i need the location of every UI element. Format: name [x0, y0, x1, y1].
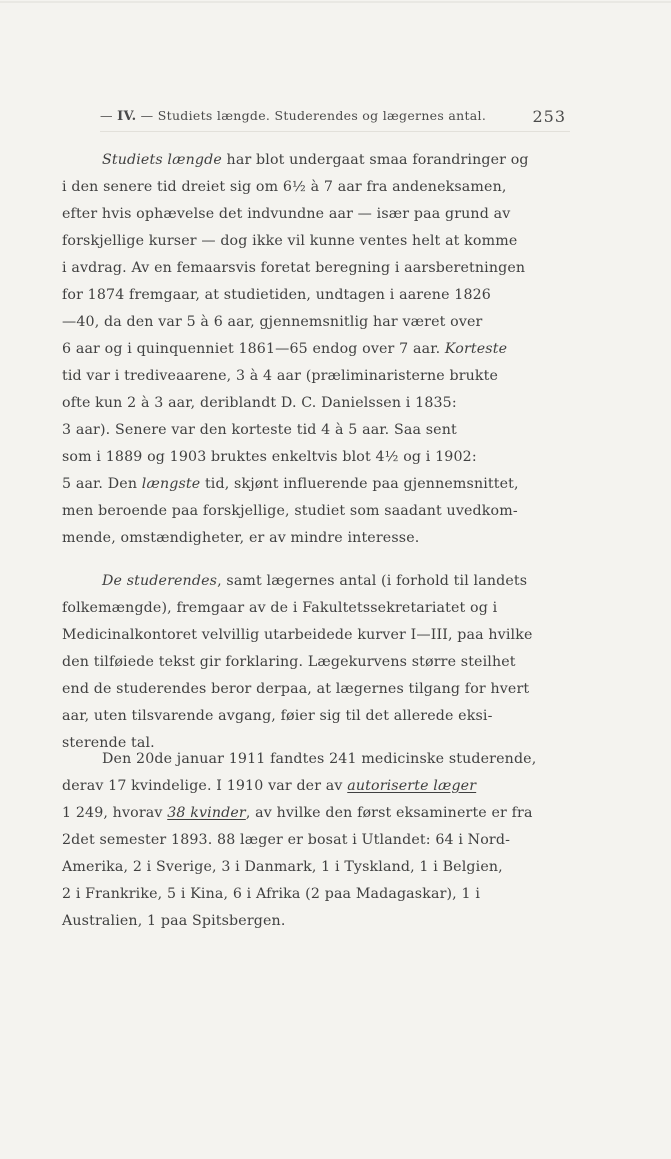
text-line: mende, omstændigheter, er av mindre interesse. [62, 530, 420, 546]
text-line: —40, da den var 5 à 6 aar, gjennemsnitlig har været over [62, 314, 483, 330]
text-line: forskjellige kurser — dog ikke vil kunne ventes helt at komme [62, 233, 518, 249]
text-line: i avdrag. Av en femaarsvis foretat beregning i aarsberetningen [62, 260, 526, 276]
text-line: Amerika, 2 i Sverige, 3 i Danmark, 1 i Tyskland, 1 i Belgien, [62, 859, 503, 875]
text-line: som i 1889 og 1903 bruktes enkeltvis blot 4½ og i 1902: [62, 449, 477, 465]
header-left: — IV. — Studiets længde. Studerendes og lægernes antal. [100, 108, 487, 124]
text-line: Den 20de januar 1911 fandtes 241 medicinske studerende, [102, 751, 537, 767]
text-line: i den senere tid dreiet sig om 6½ à 7 aar fra andeneksamen, [62, 179, 507, 195]
text-line: for 1874 fremgaar, at studietiden, undtagen i aarene 1826 [62, 287, 491, 303]
running-header [100, 106, 566, 126]
text-line: Medicinalkontoret velvillig utarbeidede kurver I—III, paa hvilke [62, 627, 533, 643]
text-line: end de studerendes beror derpaa, at lægernes tilgang for hvert [62, 681, 530, 697]
text-line: Australien, 1 paa Spitsbergen. [62, 913, 286, 929]
text-line: 2 i Frankrike, 5 i Kina, 6 i Afrika (2 paa Madagaskar), 1 i [62, 886, 481, 902]
italic-phrase: autoriserte læger [347, 778, 477, 794]
text-line: De studerendes, samt lægernes antal (i forhold til landets [102, 573, 528, 589]
header-title: Studiets længde. Studerendes og lægernes antal. [157, 108, 487, 123]
text-line: 3 aar). Senere var den korteste tid 4 à 5 aar. Saa sent [62, 422, 457, 438]
scan-edge [0, 1, 671, 3]
text-line: ofte kun 2 à 3 aar, deriblandt D. C. Danielssen i 1835: [62, 395, 457, 411]
text-line: 6 aar og i quinquenniet 1861—65 endog over 7 aar. Korteste [62, 341, 508, 357]
italic-phrase: De studerendes [102, 573, 218, 589]
text-line: folkemængde), fremgaar av de i Fakultetssekretariatet og i [62, 600, 498, 616]
paragraph-students-count [62, 568, 560, 757]
text-line: aar, uten tilsvarende avgang, føier sig til det allerede eksi- [62, 708, 493, 724]
text-line: efter hvis ophævelse det indvundne aar — især paa grund av [62, 206, 511, 222]
italic-phrase: Korteste [444, 341, 508, 357]
text-line: 5 aar. Den længste tid, skjønt influerende paa gjennemsnittet, [62, 476, 519, 492]
paragraph-census-1911 [62, 746, 560, 935]
italic-phrase: længste [141, 476, 201, 492]
page-number: 253 [532, 106, 566, 126]
text-line: derav 17 kvindelige. I 1910 var der av autoriserte læger [62, 778, 477, 794]
text-line: 2det semester 1893. 88 læger er bosat i Utlandet: 64 i Nord- [62, 832, 511, 848]
text-line: tid var i trediveaarene, 3 à 4 aar (præliminaristerne brukte [62, 368, 499, 384]
italic-phrase: 38 kvinder [167, 805, 246, 821]
text-line: den tilføiede tekst gir forklaring. Lægekurvens større steilhet [62, 654, 516, 670]
chapter-number: IV. [117, 109, 137, 124]
header-rule [100, 131, 570, 132]
text-line: Studiets længde har blot undergaat smaa forandringer og [102, 152, 529, 168]
text-line: men beroende paa forskjellige, studiet som saadant uvedkom- [62, 503, 518, 519]
italic-phrase: Studiets længde [102, 152, 222, 168]
text-line: sterende tal. [62, 735, 155, 751]
text-line: 1 249, hvorav 38 kvinder, av hvilke den først eksaminerte er fra [62, 805, 533, 821]
paragraph-study-length [62, 147, 560, 552]
